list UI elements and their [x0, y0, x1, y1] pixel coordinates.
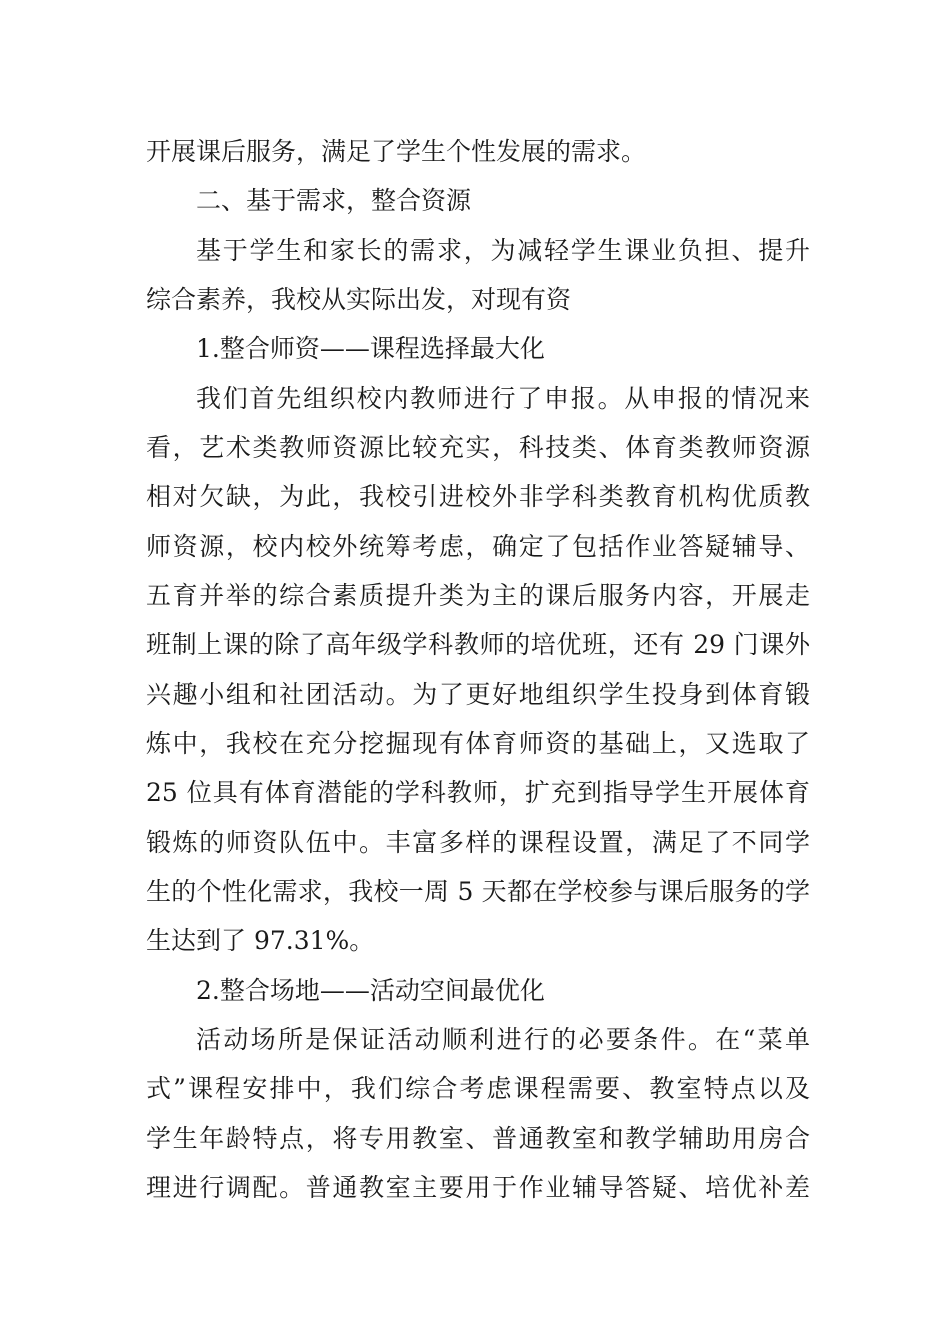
paragraph-line: 式”课程安排中，我们综合考虑课程需要、教室特点以及 [146, 1074, 810, 1103]
paragraph-line: 生的个性化需求，我校一周 5 天都在学校参与课后服务的学 [146, 877, 810, 906]
paragraph-line: 班制上课的除了高年级学科教师的培优班，还有 29 门课外 [146, 630, 810, 659]
paragraph-line: 兴趣小组和社团活动。为了更好地组织学生投身到体育锻 [146, 680, 810, 709]
paragraph-line: 25 位具有体育潜能的学科教师，扩充到指导学生开展体育 [146, 778, 810, 807]
subsection-heading: 1.整合师资——课程选择最大化 [196, 334, 545, 363]
paragraph-line: 相对欠缺，为此，我校引进校外非学科类教育机构优质教 [146, 482, 810, 511]
paragraph-line: 五育并举的综合素质提升类为主的课后服务内容，开展走 [146, 581, 810, 610]
paragraph-line: 综合素养，我校从实际出发，对现有资 [146, 285, 572, 314]
paragraph-line: 活动场所是保证活动顺利进行的必要条件。在“菜单 [196, 1025, 810, 1054]
paragraph-line: 锻炼的师资队伍中。丰富多样的课程设置，满足了不同学 [146, 828, 810, 857]
paragraph-line: 基于学生和家长的需求，为减轻学生课业负担、提升 [196, 236, 810, 265]
paragraph-line: 学生年龄特点，将专用教室、普通教室和教学辅助用房合 [146, 1124, 810, 1153]
paragraph-line: 开展课后服务，满足了学生个性发展的需求。 [146, 137, 647, 166]
paragraph-line: 看，艺术类教师资源比较充实，科技类、体育类教师资源 [146, 433, 810, 462]
paragraph-line: 我们首先组织校内教师进行了申报。从申报的情况来 [196, 384, 810, 413]
section-heading: 二、基于需求，整合资源 [196, 186, 472, 215]
subsection-heading: 2.整合场地——活动空间最优化 [196, 976, 545, 1005]
paragraph-line: 理进行调配。普通教室主要用于作业辅导答疑、培优补差 [146, 1173, 810, 1202]
paragraph-line: 生达到了 97.31%。 [146, 926, 375, 955]
paragraph-line: 师资源，校内校外统筹考虑，确定了包括作业答疑辅导、 [146, 532, 810, 561]
paragraph-line: 炼中，我校在充分挖掘现有体育师资的基础上，又选取了 [146, 729, 810, 758]
